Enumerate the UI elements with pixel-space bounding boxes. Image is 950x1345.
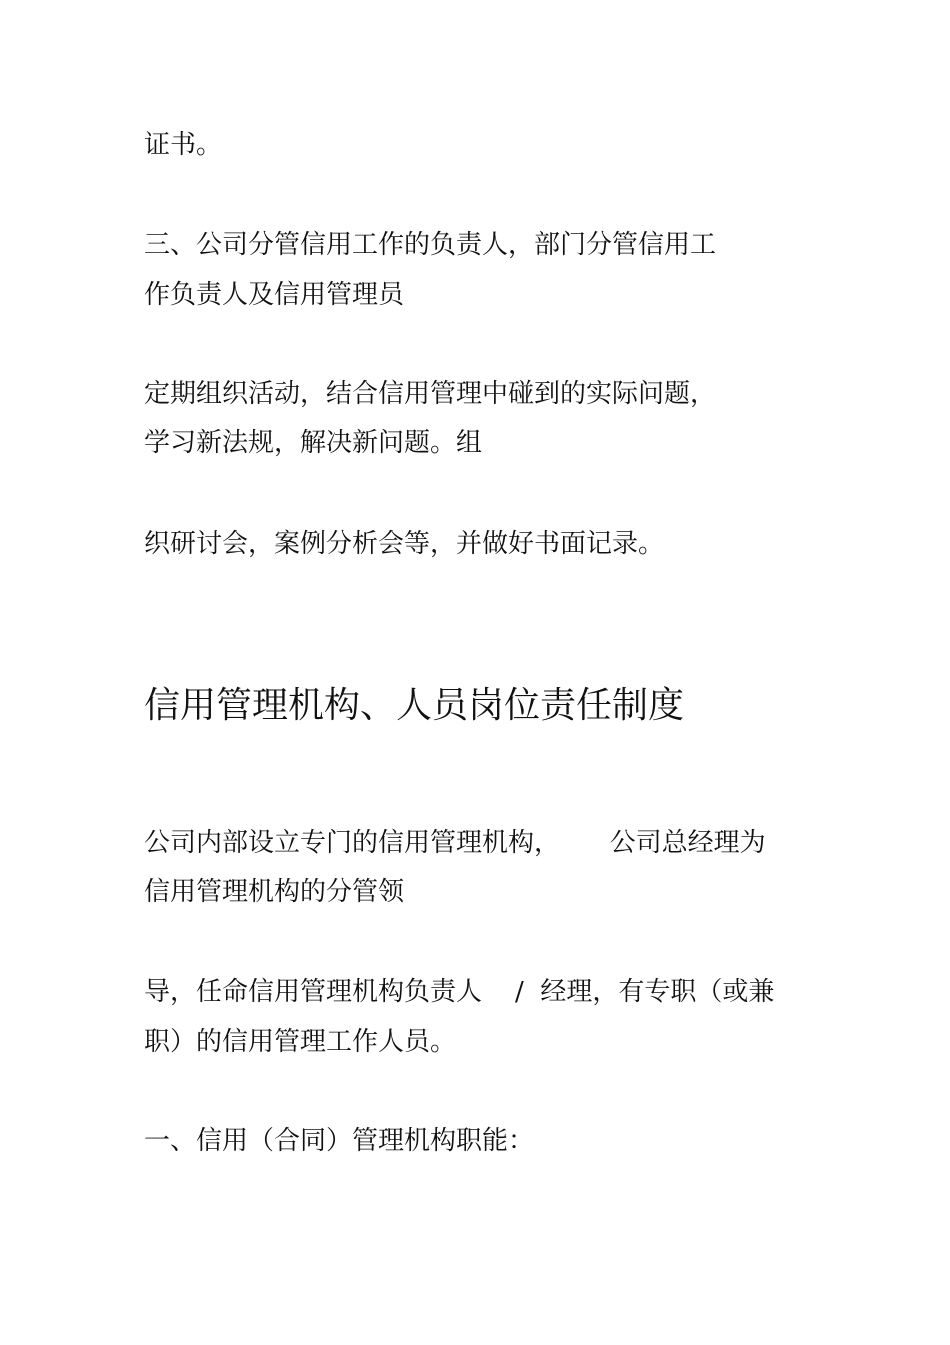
paragraph-seminar: 织研讨会，案例分析会等，并做好书面记录。 [144,529,665,559]
paragraph-three-line-1: 三、公司分管信用工作的负责人，部门分管信用工 [144,230,717,260]
paragraph-regular-line-1: 定期组织活动，结合信用管理中碰到的实际问题， [144,379,717,409]
paragraph-three-line-2: 作负责人及信用管理员 [144,280,405,310]
section-title: 信用管理机构、人员岗位责任制度 [144,685,685,726]
subheading-functions: 一、信用（合同）管理机构职能： [144,1126,535,1156]
paragraph-internal-line-1: 公司内部设立专门的信用管理机构， 公司总经理为 [144,828,766,858]
paragraph-internal-line-2: 信用管理机构的分管领 [144,877,405,907]
paragraph-appoint-line-1: 导，任命信用管理机构负责人 / 经理，有专职（或兼 [144,977,775,1007]
paragraph-appoint-line-2: 职）的信用管理工作人员。 [144,1027,457,1057]
paragraph-regular-line-2: 学习新法规，解决新问题。组 [144,428,483,458]
paragraph-certificate-end: 证书。 [144,130,223,160]
